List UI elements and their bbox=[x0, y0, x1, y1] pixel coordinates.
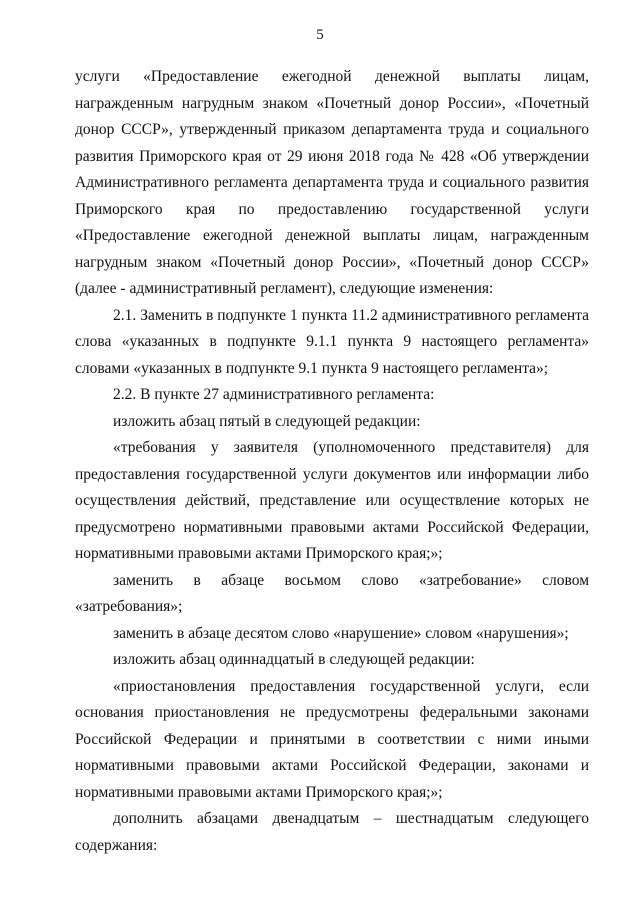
paragraph-3: 2.2. В пункте 27 административного регламента: bbox=[113, 386, 435, 403]
paragraph-4: изложить абзац пятый в следующей редакции: bbox=[113, 412, 421, 430]
paragraph-5: «требования у заявителя (уполномоченного представителя) для предоставления государственной услуги документов или информации либо осуществления действий, представление или осуществление которых не предусмотрено нормативными правовыми актами Российской Федерации, нормативными правовыми актами Приморского края;»; bbox=[75, 439, 589, 562]
paragraph-7: заменить в абзаце десятом слово «нарушение» словом «нарушения»; bbox=[113, 624, 569, 642]
paragraph-8: изложить абзац одиннадцатый в следующей редакции: bbox=[113, 651, 475, 668]
paragraph-9: «приостановления предоставления государственной услуги, если основания приостановления не предусмотрены федеральными законами Российской Федерации и принятыми в соответствии с ними иными нормативными правовыми актами Российской Федерации, законами и нормативными правовыми актами Приморского края;»; bbox=[75, 677, 589, 801]
paragraph-2: 2.1. Заменить в подпункте 1 пункта 11.2 административного регламента слова «указанных в подпункте 9.1.1 пункта 9 настоящего регламента» словами «указанных в подпункте 9.1 пункта 9 настоящего регламента»; bbox=[75, 306, 589, 377]
page-number: 5 bbox=[316, 27, 324, 43]
document-body bbox=[75, 64, 589, 859]
paragraph-6: заменить в абзаце восьмом слово «затребование» словом «затребования»; bbox=[75, 571, 589, 615]
paragraph-10: дополнить абзацами двенадцатым – шестнадцатым следующего содержания: bbox=[75, 810, 589, 854]
paragraph-1: услуги «Предоставление ежегодной денежной выплаты лицам, награжденным нагрудным знаком «Почетный донор России», «Почетный донор СССР», утвержденный приказом департамента труда и социального развития Приморского края от 29 июня 2018 года № 428 «Об утверждении Административного регламента департамента труда и социального развития Приморского края по предоставлению государственной услуги «Предоставление ежегодной денежной выплаты лицам, награжденным нагрудным знаком «Почетный донор России», «Почетный донор СССР» (далее - административный регламент), следующие изменения: bbox=[75, 68, 589, 297]
